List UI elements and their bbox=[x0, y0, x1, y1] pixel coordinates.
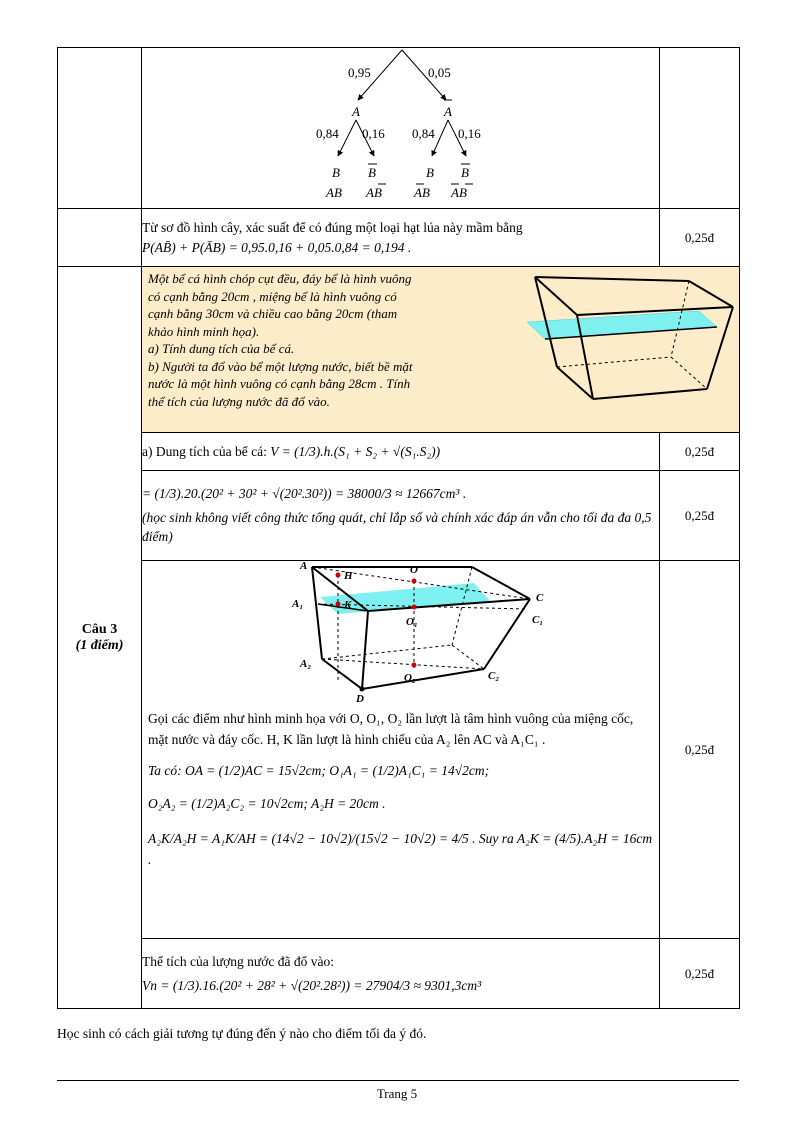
tree-edge-rr: 0,16 bbox=[458, 126, 481, 141]
footer-note: Học sinh có cách giải tương tự đúng đến ý nào cho điểm tối đa ý đó. bbox=[57, 1026, 427, 1041]
q3b-points-2: 0,25đ bbox=[660, 939, 740, 1009]
tree-edge-left: 0,95 bbox=[348, 65, 371, 80]
tree-node-Abar: A bbox=[444, 104, 452, 119]
tree-leaf-B1: B bbox=[332, 165, 340, 180]
tree-edge-right: 0,05 bbox=[428, 65, 451, 80]
problem-line: khảo hình minh họa). bbox=[148, 323, 260, 339]
fig-label-K: K bbox=[344, 599, 352, 611]
fig-label-O1: O₁ bbox=[406, 616, 418, 628]
q3a-note: (học sinh không viết công thức tổng quát, chỉ lắp số và chính xác đáp án vẫn cho tối đa đa 0,5 điểm) bbox=[142, 509, 652, 545]
q2-conclusion-formula: P(AB̄) + P(ĀB) = 0,95.0,16 + 0,05.0,84 = 0,194 . bbox=[142, 239, 412, 255]
q2-points: 0,25đ bbox=[660, 209, 740, 267]
q3-label-cell bbox=[58, 267, 142, 1009]
q3-problem-text bbox=[142, 267, 487, 427]
fig-label-H: H bbox=[344, 570, 353, 582]
q3-label-sub: (1 điểm) bbox=[75, 637, 124, 653]
fig-label-A: A bbox=[300, 561, 308, 572]
tree-cell bbox=[142, 48, 660, 209]
problem-line: Một bể cá hình chóp cụt đều, đáy bể là hình vuông bbox=[148, 271, 412, 286]
q3b-text-1: Gọi các điểm như hình minh họa với O, O₁, O₂ lần lượt là tâm hình vuông của miệng cốc, mặt nước và đáy cốc. H, K lần lượt là hình chiếu của A₂ lên AC và A₁C₁ . bbox=[148, 711, 634, 747]
problem-line: cạnh bằng 30cm và chiều cao bằng 20cm (tham bbox=[148, 306, 398, 322]
fig-label-A1: A₁ bbox=[292, 598, 304, 610]
fig-label-C: C bbox=[536, 592, 544, 604]
q3b-points-1: 0,25đ bbox=[660, 561, 740, 939]
empty-cell bbox=[58, 209, 142, 267]
q3a-step1-cell bbox=[142, 433, 660, 471]
fig-label-C1: C₁ bbox=[532, 614, 544, 626]
tree-leaf-Bbar2: B bbox=[461, 165, 469, 180]
fig-label-C2: C₂ bbox=[488, 670, 500, 682]
tree-edge-rl: 0,84 bbox=[412, 126, 435, 141]
empty-points-cell bbox=[660, 48, 740, 209]
q3-label: Câu 3 bbox=[81, 621, 118, 637]
q3b-final-text: Thể tích của lượng nước đã đổ vào: bbox=[142, 953, 334, 969]
q2-conclusion-text: Từ sơ đồ hình cây, xác suất để có đúng một loại hạt lúa này mầm bằng bbox=[142, 219, 523, 235]
tree-result-3: AB bbox=[414, 185, 430, 200]
q3b-text-2: Ta có: OA = (1/2)AC = 15√2cm; O₁A₁ = (1/2)A₁C₁ = 14√2cm; bbox=[148, 762, 490, 778]
tree-edge-lr: 0,16 bbox=[362, 126, 385, 141]
problem-line: b) Người ta đổ vào bể một lượng nước, biết bề mặt bbox=[148, 358, 413, 374]
q3a-step1-formula: V = (1/3).h.(S₁ + S₂ + √(S₁.S₂)) bbox=[270, 443, 441, 459]
q3a-step2-formula: = (1/3).20.(20² + 30² + √(20².30²)) = 38000/3 ≈ 12667cm³ . bbox=[142, 486, 467, 502]
q3a-step1-text: a) Dung tích của bể cá: bbox=[142, 443, 271, 459]
q3-problem-cell bbox=[142, 267, 740, 433]
empty-cell bbox=[58, 48, 142, 209]
aquarium-figure bbox=[487, 267, 739, 427]
q2-conclusion-cell bbox=[142, 209, 660, 267]
q3b-text-3: O₂A₂ = (1/2)A₂C₂ = 10√2cm; A₂H = 20cm . bbox=[148, 795, 386, 811]
problem-line: thể tích của lượng nước đã đổ vào. bbox=[148, 393, 330, 409]
probability-tree bbox=[142, 48, 660, 204]
problem-line: a) Tính dung tích của bể cá. bbox=[148, 341, 295, 357]
q3a-points-1: 0,25đ bbox=[660, 433, 740, 471]
tree-node-A: A bbox=[352, 104, 360, 119]
q3b-cell bbox=[142, 561, 660, 939]
fig-label-O: O bbox=[410, 564, 418, 576]
q3a-points-2: 0,25đ bbox=[660, 471, 740, 561]
tree-leaf-B2: B bbox=[426, 165, 434, 180]
page-number: Trang 5 bbox=[376, 1086, 418, 1101]
q3b-final-cell bbox=[142, 939, 660, 1009]
solution-table bbox=[57, 47, 740, 1009]
fig-label-A2: A₂ bbox=[300, 658, 312, 670]
frustum-figure bbox=[142, 561, 660, 703]
fig-label-D: D bbox=[356, 693, 364, 703]
tree-edge-ll: 0,84 bbox=[316, 126, 339, 141]
problem-line: nước là một hình vuông có cạnh bằng 28cm . Tính bbox=[148, 376, 411, 392]
problem-line: có cạnh bằng 20cm , miệng bể là hình vuông có bbox=[148, 288, 397, 304]
q3a-step2-cell bbox=[142, 471, 660, 561]
footer-divider bbox=[57, 1080, 739, 1081]
tree-result-2: AB bbox=[366, 185, 382, 200]
tree-result-4: AB bbox=[451, 185, 467, 200]
tree-result-1: AB bbox=[326, 185, 342, 200]
fig-label-O2: O₂ bbox=[404, 672, 416, 684]
tree-leaf-Bbar1: B bbox=[368, 165, 376, 180]
q3b-text-4: A₂K/A₂H = A₁K/AH = (14√2 − 10√2)/(15√2 − 10√2) = 4/5 . Suy ra A₂K = (4/5).A₂H = 16cm . bbox=[148, 830, 653, 867]
q3b-final-formula: Vn = (1/3).16.(20² + 28² + √(20².28²)) = 27904/3 ≈ 9301,3cm³ bbox=[142, 977, 482, 993]
